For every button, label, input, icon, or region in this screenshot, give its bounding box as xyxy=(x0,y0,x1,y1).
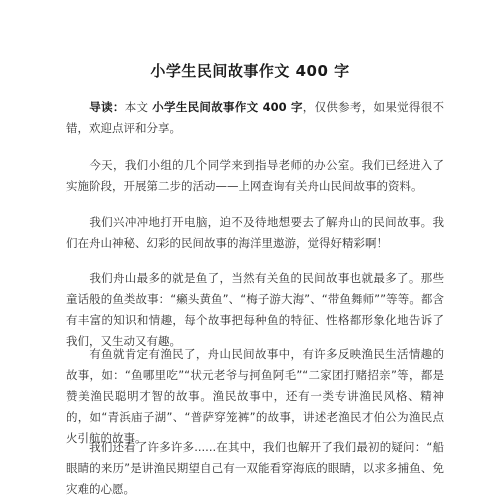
body-paragraph xyxy=(66,268,444,352)
paragraph-text: 今天，我们小组的几个同学来到指导老师的办公室。我们已经进入了实施阶段，开展第二步的活动——上网查询有关舟山民间故事的资料。 xyxy=(66,158,444,193)
paragraph-text: 有鱼就肯定有渔民了，舟山民间故事中，有许多反映渔民生活情趣的故事，如：“鱼哪里吃”“状元老爷与抲鱼阿毛”“二家团打赌招亲”等，都是赞美渔民聪明才智的故事。渔民故事中，还有一类专讲渔民风格、精神的，如“青浜庙子湖”、“普萨穿笼裤”的故事，讲述老渔民才伯公为渔民点火引航的故事。 xyxy=(66,347,444,445)
article-title: 小学生民间故事作文 400 字 xyxy=(150,62,350,80)
lead-text-before: 本文 xyxy=(124,100,153,114)
lead-strong-title: 小学生民间故事作文 400 字 xyxy=(152,100,303,114)
body-paragraph xyxy=(66,212,444,254)
paragraph-text: 我们舟山最多的就是鱼了，当然有关鱼的民间故事也就最多了。那些童话般的鱼类故事：“癞头黄鱼”、“梅子游大海”、“带鱼舞师””等等。都含有丰富的知识和情趣，每个故事把每种鱼的特征、性格都形象化地告诉了我们，又生动又有趣。 xyxy=(66,271,444,348)
paragraph-text: 我们兴冲冲地打开电脑，迫不及待地想要去了解舟山的民间故事。我们在舟山神秘、幻彩的民间故事的海洋里遨游，觉得好精彩啊！ xyxy=(66,215,444,250)
lead-label: 导读： xyxy=(89,100,125,114)
body-paragraph xyxy=(66,344,444,449)
body-paragraph xyxy=(66,155,444,197)
paragraph-text: 我们还看了许多许多......在其中，我们也解开了我们最初的疑问：“船眼睛的来历”是讲渔民期望自己有一双能看穿海底的眼睛，以求多捕鱼、免灾难的心愿。 xyxy=(66,440,444,496)
lead-text-after: ，仅供参考，如果觉得很不错，欢迎点评和分享。 xyxy=(66,100,445,135)
body-paragraph xyxy=(66,437,444,500)
lead-paragraph xyxy=(66,97,444,139)
